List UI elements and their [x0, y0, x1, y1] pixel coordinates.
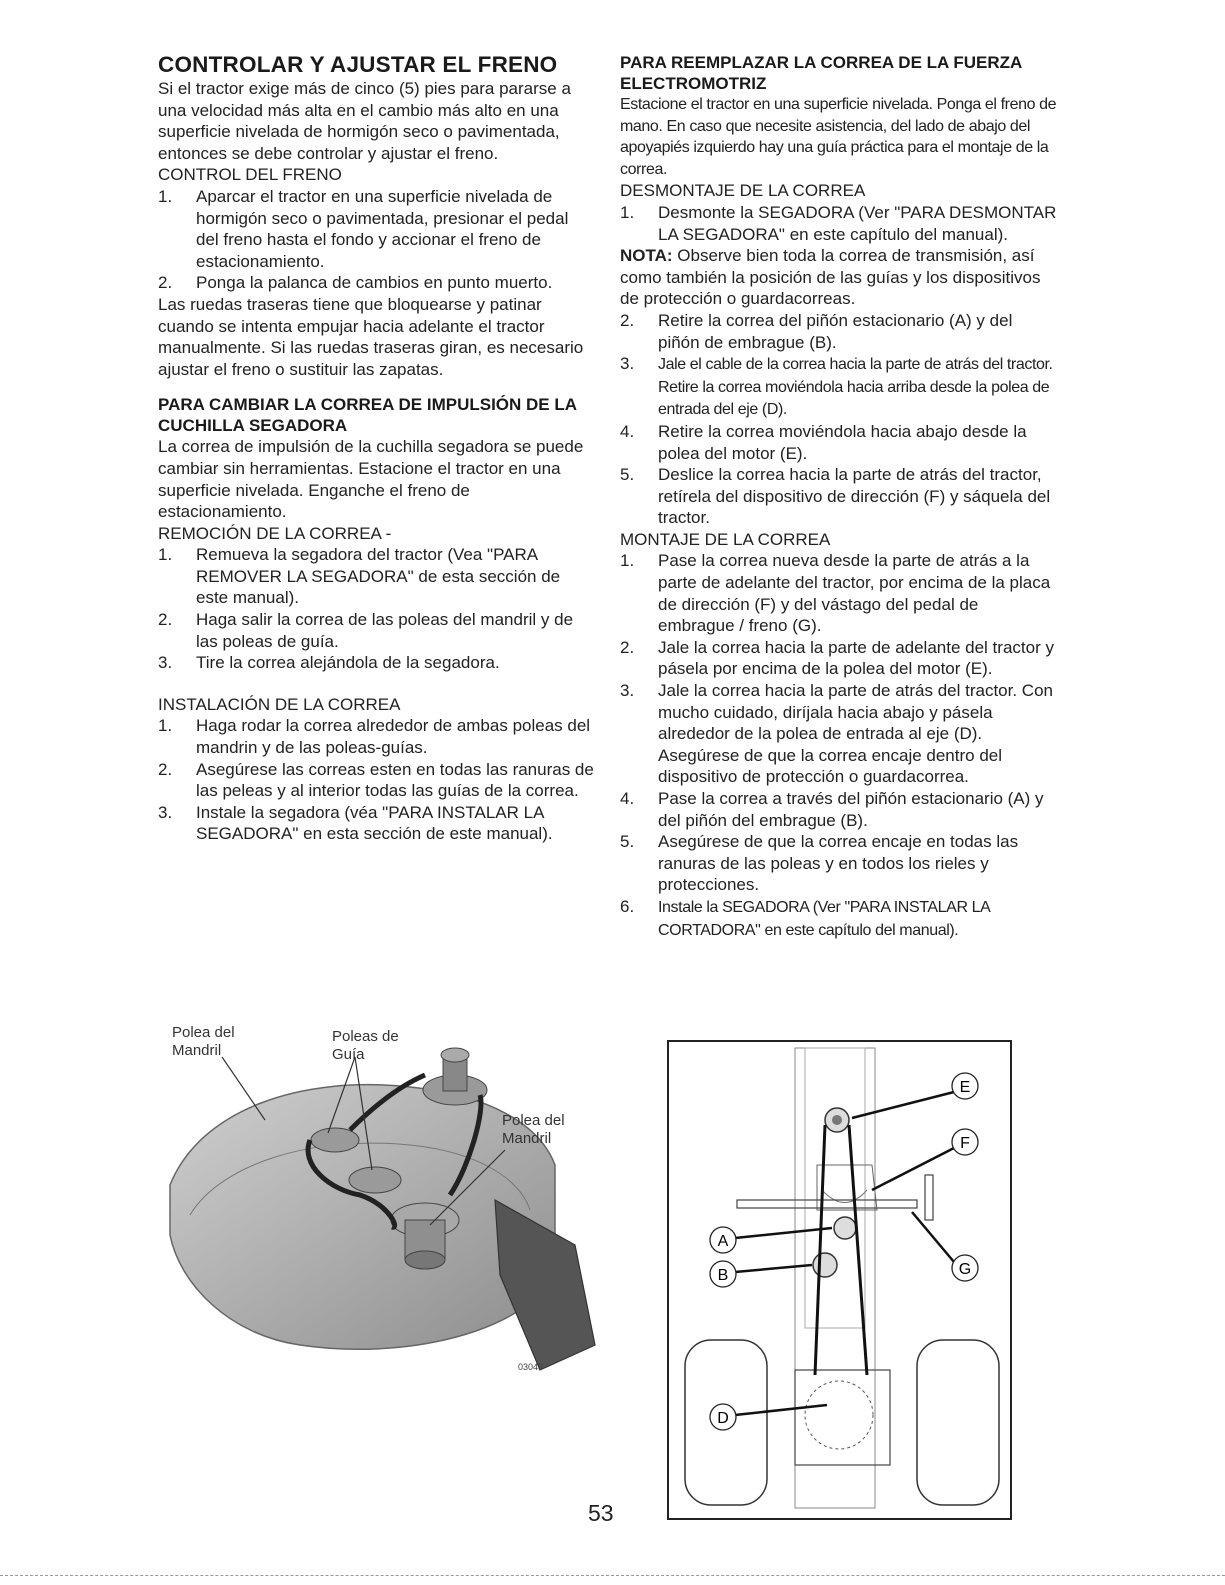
brake-section-title: CONTROLAR Y AJUSTAR EL FRENO — [158, 52, 558, 77]
brake-control-steps — [158, 186, 594, 294]
brake-control-note: Las ruedas traseras tiene que bloquearse y patinar cuando se intenta empujar hacia adelante el tractor manualmente. Si las ruedas traseras giran, es necesario ajustar el freno o sustituir las zapatas. — [158, 294, 584, 379]
mount-steps — [620, 550, 1058, 941]
dismount-steps — [620, 310, 1058, 529]
list-item: 2. Retire la correa del piñón estacionario (A) y del piñón de embrague (B). — [620, 310, 1013, 352]
list-item: 1. Aparcar el tractor en una superficie nivelada de hormigón seco o pavimentada, presionar el pedal del freno hasta el fondo y accionar el freno de estacionamiento. — [158, 186, 569, 271]
list-item: 4. Pase la correa a través del piñón estacionario (A) y del piñón del embrague (B). — [620, 789, 1044, 830]
belt-install-heading: INSTALACIÓN DE LA CORREA — [158, 694, 401, 714]
callout-a: A — [717, 1233, 729, 1250]
callout-e: E — [959, 1079, 971, 1096]
list-item: 3. Instale la segadora (véa "PARA INSTALAR LA SEGADORA" en esta sección de este manual). — [158, 802, 553, 844]
callout-g: G — [958, 1261, 972, 1278]
dismount-heading: DESMONTAJE DE LA CORREA — [620, 181, 866, 201]
label-guide-1: Poleas de — [332, 1028, 399, 1045]
list-item: 1. Haga rodar la correa alrededor de ambas poleas del mandrin y de las poleas-guías. — [158, 716, 591, 758]
list-item: 2. Asegúrese las correas esten en todas las ranuras de las peleas y al interior todas las guías de la correa. — [158, 759, 594, 801]
list-item: 3. Tire la correa alejándola de la segadora. — [158, 653, 500, 673]
list-item: 5. Deslice la correa hacia la parte de atrás del tractor, retírela del dispositivo de dirección (F) y sáquela del tractor. — [620, 465, 1051, 528]
right-column — [620, 52, 1058, 941]
brake-control-heading: CONTROL DEL FRENO — [158, 165, 342, 185]
pto-belt-section-title: PARA REEMPLAZAR LA CORREA DE LA FUERZA ELECTROMOTRIZ — [620, 53, 1022, 93]
mount-heading: MONTAJE DE LA CORREA — [620, 529, 831, 549]
blade-belt-intro: La correa de impulsión de la cuchilla segadora se puede cambiar sin herramientas. Estacione el tractor en una superficie nivelada. Enganche el freno de estacionamiento. — [158, 437, 584, 522]
label-spindle-left-2: Mandril — [172, 1042, 222, 1059]
list-item: 4. Retire la correa moviéndola hacia abajo desde la polea del motor (E). — [620, 421, 1027, 463]
list-item: 6. Instale la SEGADORA (Ver "PARA INSTALAR LA CORTADORA" en este capítulo del manual). — [620, 896, 990, 939]
list-item: 1. Pase la correa nueva desde la parte de atrás a la parte de adelante del tractor, por encima de la placa de dirección (F) y del vástago del pedal de embrague / freno (G). — [620, 551, 1051, 636]
label-spindle-right-1: Polea del — [502, 1112, 565, 1129]
left-column — [158, 52, 594, 845]
figure-code: 03043 — [518, 1362, 544, 1372]
list-item: 2. Ponga la palanca de cambios en punto muerto. — [158, 273, 553, 293]
list-item: 5. Asegúrese de que la correa encaje en todas las ranuras de las poleas y en todos los rieles y protecciones. — [620, 832, 1019, 895]
callout-d: D — [717, 1410, 729, 1427]
note-text: Observe bien toda la correa de transmisión, así como también la posición de las guías y los dispositivos de protección o guardacorreas. — [620, 246, 1041, 309]
dismount-step-1 — [620, 202, 1058, 245]
belt-removal-steps — [158, 544, 594, 674]
label-spindle-left-1: Polea del — [172, 1024, 235, 1041]
mower-deck-illustration — [160, 1015, 600, 1380]
belt-routing-diagram — [667, 1040, 1012, 1520]
belt-install-steps — [158, 715, 594, 845]
page-number: 53 — [588, 1500, 614, 1526]
list-item: 3. Jale la correa hacia la parte de atrás del tractor. Con mucho cuidado, diríjala hacia abajo y pásela alrededor de la polea de entrada al eje (D). Asegúrese de que la correa encaje dentro del dispositivo de protección o guardacorrea. — [620, 681, 1053, 787]
belt-removal-heading: REMOCIÓN DE LA CORREA - — [158, 523, 392, 543]
list-item: 1. Remueva la segadora del tractor (Vea "PARA REMOVER LA SEGADORA" de esta sección de este manual). — [158, 545, 561, 608]
note-label: NOTA: — [620, 246, 673, 266]
bottom-rule — [0, 1575, 1225, 1576]
list-item: 2. Haga salir la correa de las poleas del mandril y de las poleas de guía. — [158, 610, 574, 651]
pto-belt-intro: Estacione el tractor en una superficie nivelada. Ponga el freno de mano. En caso que necesite asistencia, del lado de abajo del apoyapiés izquierdo hay una guía práctica para el montaje de la correa. — [620, 96, 1057, 178]
callout-b: B — [717, 1267, 729, 1284]
list-item: 1. Desmonte la SEGADORA (Ver "PARA DESMONTAR LA SEGADORA" en este capítulo del manual). — [620, 202, 1057, 244]
callout-f: F — [960, 1135, 970, 1152]
blade-belt-section-title: PARA CAMBIAR LA CORREA DE IMPULSIÓN DE LA CUCHILLA SEGADORA — [158, 395, 577, 436]
list-item: 3. Jale el cable de la correa hacia la parte de atrás del tractor. Retire la correa moviéndola hacia arriba desde la polea de entrada del eje (D). — [620, 354, 1053, 419]
label-spindle-right-2: Mandril — [502, 1130, 552, 1147]
brake-intro: Si el tractor exige más de cinco (5) pies para pararse a una velocidad más alta en el cambio más alto en una superficie nivelada de hormigón seco o pavimentada, entonces se debe controlar y ajustar el freno. — [158, 79, 571, 163]
label-guide-2: Guía — [332, 1046, 365, 1063]
list-item: 2. Jale la correa hacia la parte de adelante del tractor y pásela por encima de la polea del motor (E). — [620, 637, 1054, 679]
note-paragraph — [620, 245, 1058, 310]
